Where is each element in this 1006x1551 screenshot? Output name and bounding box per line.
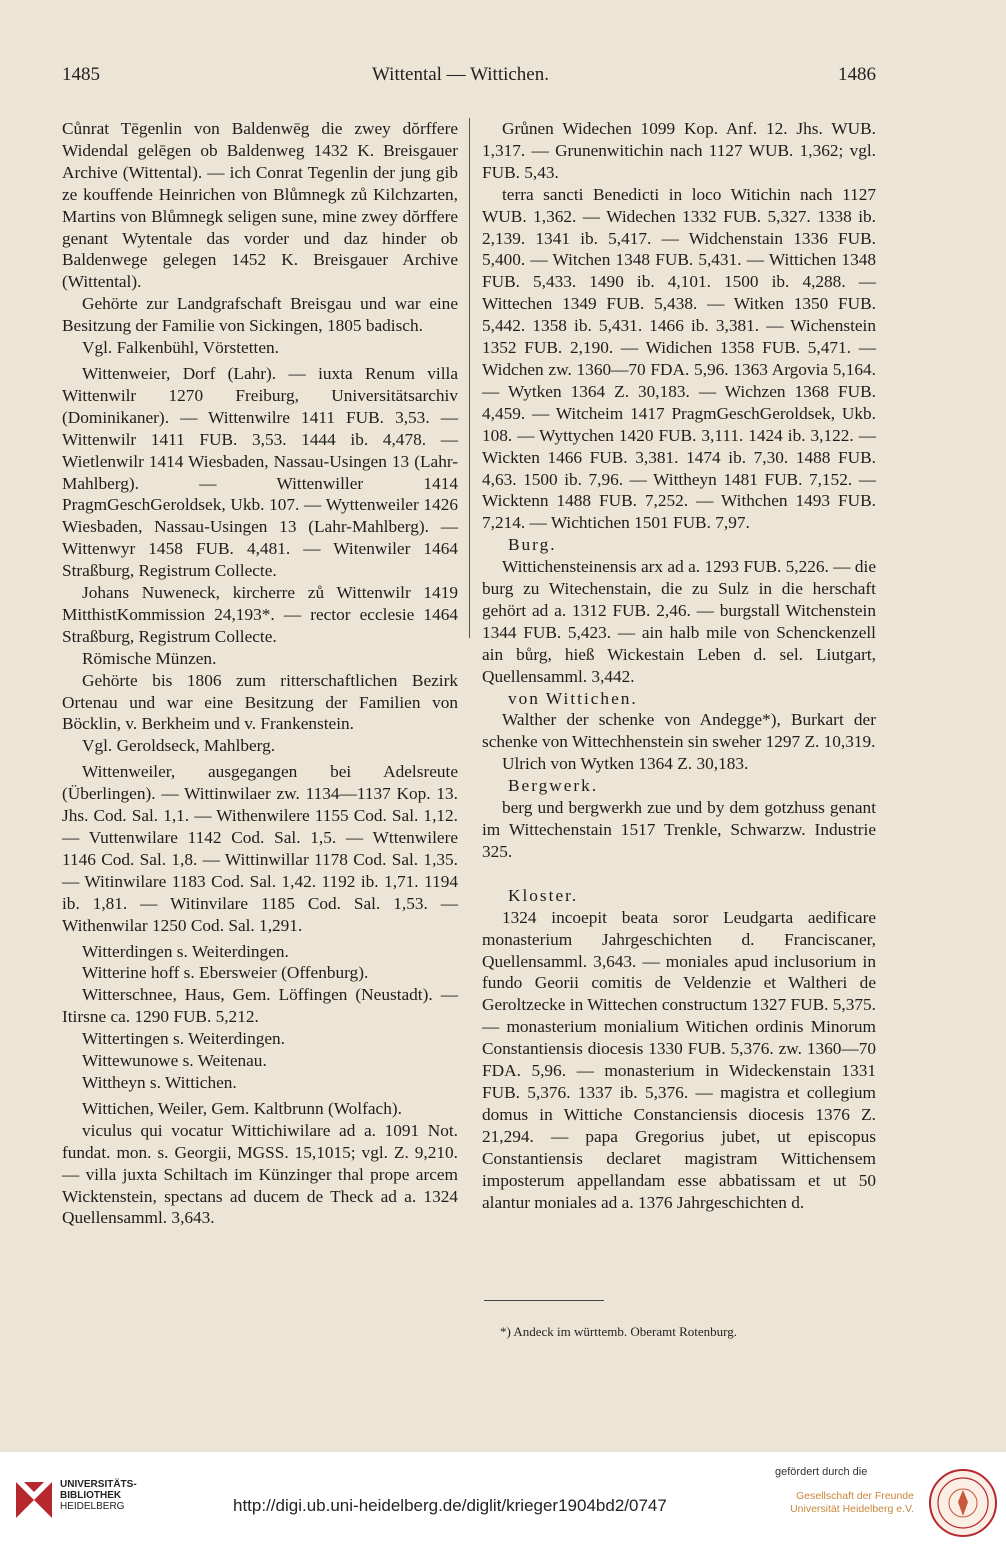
paragraph: Gehörte bis 1806 zum ritterschaftlichen Bezirk Ortenau und war eine Besitzung der Familien von Böcklin, v. Berkheim und v. Frankenstein.	[62, 670, 458, 734]
sponsor-name-line: Universität Heidelberg e.V.	[790, 1503, 914, 1515]
paragraph: Wittichensteinensis arx ad a. 1293 FUB. 5,226. — die burg zu Witechenstain, die zu Sulz in die herschaft gehört ad a. 1312 FUB. 2,46. — burgstall Witchenstein 1344 FUB. 5,423. — ain halb mile von Schenckenzell ain bůrg, hieß Wickestain Leben d. sel. Liutgart, Quellensamml. 3,442.	[482, 557, 876, 686]
footnote: *) Andeck im württemb. Oberamt Rotenburg.	[500, 1324, 737, 1339]
permalink-url[interactable]: http://digi.ub.uni-heidelberg.de/diglit/krieger1904bd2/0747	[233, 1496, 667, 1515]
paragraph: Vgl. Falkenbühl, Vörstetten.	[82, 338, 279, 358]
paragraph: Johans Nuweneck, kircherre zů Wittenwilr 1419 MitthistKommission 24,193*. — rector ecclesie 1464 Straßburg, Registrum Collecte.	[62, 583, 458, 646]
entry-wittenweiler: Wittenweiler, ausgegangen bei Adelsreute (Überlingen). — Wittinwilaer zw. 1134—1137 Kop. 13. Jhs. Cod. Sal. 1,1. — Withenwilere 1155 Cod. Sal. 1,12. — Vuttenwilare 1142 Cod. Sal. 1,5. — Wttenwilere 1146 Cod. Sal. 1,8. — Wittinwillar 1178 Cod. Sal. 1,35. — Witinwilare 1183 Cod. Sal. 1,42. 1192 ib. 1,71. 1194 ib. 1,81. — Witinvilare 1185 Cod. Sal. 1,53. — Withenwilar 1250 Cod. Sal. 1,291.	[62, 762, 458, 935]
paragraph: Gehörte zur Landgrafschaft Breisgau und war eine Besitzung der Familie von Sickingen, 1805 badisch.	[62, 294, 458, 336]
paragraph: Ulrich von Wytken 1364 Z. 30,183.	[502, 754, 749, 774]
paragraph: Cůnrat Tēgenlin von Baldenwēg die zwey dŏrffere Widendal gelēgen ob Baldenweg 1432 K. Breisgauer Archive (Wittental). — ich Conrat Tegenlin der jung gib ze kouffende Heinrichen von Blůmnegk zů Kilchzarten, Martins von Blůmnegk seligen sune, mine zwey dŏrffere genant Wytentale das vorder und daz hinder ob Baldenwege gelegen 1452 K. Breisgauer Archive (Wittental).	[62, 119, 458, 292]
entry-wittichen: Wittichen, Weiler, Gem. Kaltbrunn (Wolfach).	[82, 1098, 402, 1118]
paragraph: Grůnen Widechen 1099 Kop. Anf. 12. Jhs. WUB. 1,317. — Grunenwitichin nach 1127 WUB. 1,362; vgl. FUB. 5,43.	[482, 119, 876, 182]
entry-witterine-hoff: Witterine hoff s. Ebersweier (Offenburg).	[82, 963, 369, 983]
library-footer	[0, 1452, 1006, 1551]
paragraph: Walther der schenke von Andegge*), Burkart der schenke von Wittechhenstein sin sweher 1297 Z. 10,319.	[482, 710, 876, 752]
subheading-von-wittichen: von Wittichen.	[508, 688, 638, 708]
paragraph: terra sancti Benedicti in loco Witichin nach 1127 WUB. 1,362. — Widechen 1332 FUB. 5,327. 1338 ib. 2,139. 1341 ib. 5,417. — Widchenstain 1336 FUB. 5,400. — Witchen 1348 FUB. 5,431. — Wittichen 1348 FUB. 5,433. 1490 ib. 4,101. 1500 ib. 4,288. — Wittechen 1349 FUB. 5,438. — Witken 1350 FUB. 5,442. 1358 ib. 5,431. 1466 ib. 3,381. — Wichenstein 1352 FUB. 2,190. — Widichen 1358 FUB. 5,471. — Widchen zw. 1360—70 FDA. 5,96. 1363 Argovia 5,164. — Wytken 1364 Z. 30,183. — Wichzen 1368 FUB. 4,459. — Witcheim 1417 PragmGeschGeroldsek, Ukb. 108. — Wyttychen 1420 FUB. 3,111. 1424 ib. 3,122. — Wickten 1466 FUB. 3,381. 1474 ib. 7,30. 1488 FUB. 4,63. 1500 ib. 7,96. — Wittheyn 1481 FUB. 7,152. — Wicktenn 1488 FUB. 7,252. — Withchen 1493 FUB. 7,214. — Wichtichen 1501 FUB. 7,97.	[482, 184, 876, 533]
subheading-burg: Burg.	[508, 535, 557, 555]
paragraph: Vgl. Geroldseck, Mahlberg.	[82, 736, 276, 756]
entry-wittewunowe: Wittewunowe s. Weitenau.	[82, 1051, 267, 1071]
paragraph: 1324 incoepit beata soror Leudgarta aedificare monasterium Jahrgeschichten d. Franciscaner, Quellensamml. 3,643. — moniales apud inclusorium in fundo Georii comitis de Veldenzie et Waltheri de Geroltzecke in Wittechen constructum 1327 FUB. 5,375. — monasterium monialium Witichen ordinis Minorum Constantiensis diocesis 1330 FUB. 5,376. zw. 1360—70 FDA. 5,96. — monasterium in Wideckenstain 1331 FUB. 5,376. 1337 ib. 5,376. — magistra et collegium domus in Wittiche Constanciensis diocesis 1376 Z. 21,294. — papa Gregorius jubet, ut episcopus Constantiensis declaret magistram Wittichensem imposterum appellandam esse abbatissam et ut 50 alantur moniales ad a. 1376 Jahrgeschichten d.	[482, 907, 876, 1212]
entry-wittenweier: Wittenweier, Dorf (Lahr). — iuxta Renum villa Wittenwilr 1270 Freiburg, Universitätsarchiv (Dominikaner). — Wittenwilre 1411 FUB. 3,53. — Wittenwilr 1411 FUB. 3,53. 1444 ib. 4,478. — Wietlenwilr 1414 Wiesbaden, Nassau-Usingen 13 (Lahr-Mahlberg). — Wittenwiller 1414 PragmGeschGeroldsek, Ukb. 107. — Wyttenweiler 1426 Wiesbaden, Nassau-Usingen 13 (Lahr-Mahlberg). — Wittenwyr 1458 FUB. 4,481. — Witenwiler 1464 Straßburg, Registrum Collecte.	[62, 363, 458, 581]
entry-wittheyn: Wittheyn s. Wittichen.	[82, 1072, 237, 1092]
paragraph: Römische Münzen.	[82, 648, 217, 668]
sponsor-label: gefördert durch die	[775, 1466, 868, 1478]
right-column	[482, 118, 876, 1213]
library-logo-icon	[10, 1474, 58, 1524]
column-divider	[469, 118, 470, 638]
sponsor-name	[784, 1490, 914, 1516]
library-name-line: BIBLIOTHEK	[60, 1490, 122, 1501]
paragraph: berg und bergwerkh zue und by dem gotzhuss genant im Wittechenstain 1517 Trenkle, Schwarzw. Industrie 325.	[482, 798, 876, 861]
subheading-bergwerk: Bergwerk.	[508, 776, 599, 796]
footnote-rule	[484, 1300, 604, 1301]
university-seal-icon	[928, 1468, 998, 1538]
subheading-kloster: Kloster.	[508, 885, 579, 905]
entry-wittertingen: Wittertingen s. Weiterdingen.	[82, 1029, 285, 1049]
left-column	[62, 118, 458, 1229]
paragraph: viculus qui vocatur Wittichiwilare ad a. 1091 Not. fundat. mon. s. Georgii, MGSS. 15,1015; vgl. Z. 9,210. — villa juxta Schiltach im Künzinger thal prope arcem Wicktenstein, spectans ad ducem de Theck ad a. 1324 Quellensamml. 3,643.	[62, 1120, 458, 1228]
library-name	[60, 1479, 137, 1512]
sponsor-name-line: Gesellschaft der Freunde	[796, 1490, 914, 1502]
page-number-left: 1485	[62, 64, 100, 85]
library-name-line: HEIDELBERG	[60, 1501, 125, 1512]
entry-witterdingen: Witterdingen s. Weiterdingen.	[82, 941, 289, 961]
running-title: Wittental — Wittichen.	[372, 64, 549, 85]
entry-witterschnee: Witterschnee, Haus, Gem. Löffingen (Neustadt). — Itirsne ca. 1290 FUB. 5,212.	[62, 985, 458, 1027]
page-number-right: 1486	[838, 64, 876, 85]
library-name-line: UNIVERSITÄTS-	[60, 1479, 137, 1490]
